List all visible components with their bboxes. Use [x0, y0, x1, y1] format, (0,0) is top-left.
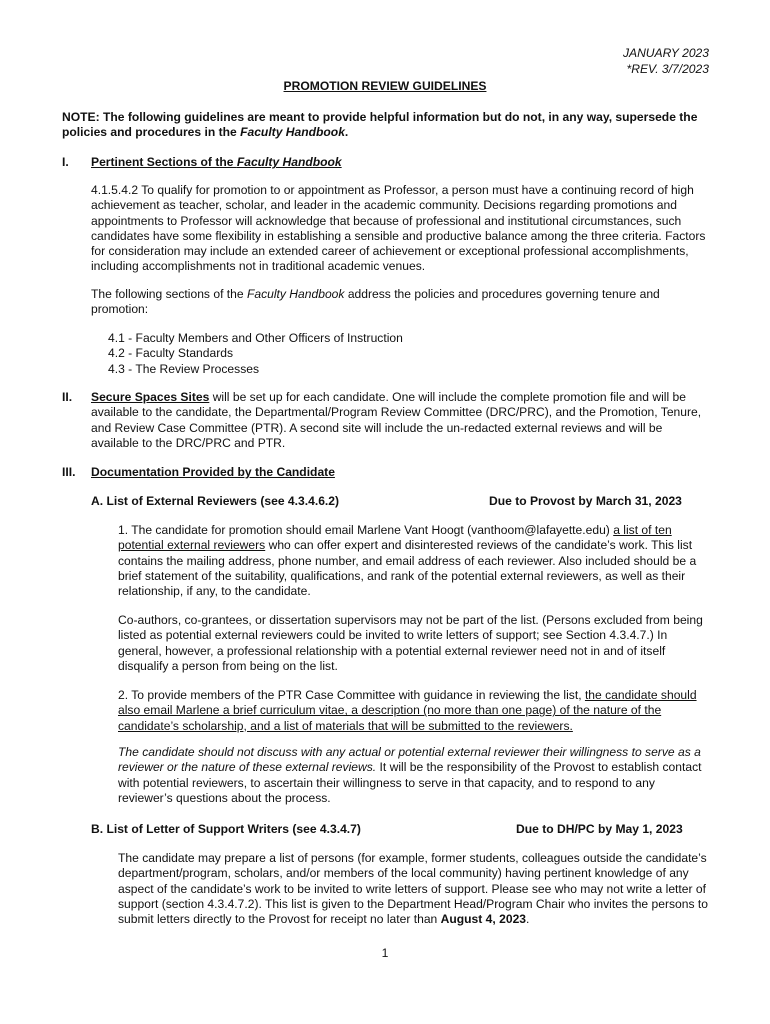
- a-p3-underlined: the candidate should also email Marlene a brief curriculum vitae, a description (no more than one page) of the nature of the candidate’s scholarship, and a list of materials that will be submitted to the reviewers.: [118, 688, 697, 733]
- subsection-b-heading: B. List of Letter of Support Writers (see 4.3.4.7): [91, 822, 361, 836]
- page-number: 1: [381, 946, 389, 960]
- section-2-text: will be set up for each candidate. One will include the complete promotion file and will be available to the candidate, the Departmental/Program Review Committee (DRC/PRC), and the Promotion, Tenure, and Review Case Committee (PTR). A second site will include the un-redacted external reviews and will be available to the DRC/PRC and PTR.: [91, 390, 702, 450]
- subsection-a-paragraph-2: Co-authors, co-grantees, or dissertation supervisors may not be part of the list. (Persons excluded from being listed as potential external reviewers could be invited to write letters of support; see Section 4.3.4.7.) In general, however, a professional relationship with a potential external reviewer need not in and of itself disqualify a person from being on the list.: [118, 613, 703, 673]
- section-1-paragraph-2: [91, 287, 701, 318]
- note-paragraph: [62, 110, 712, 141]
- subsection-b-paragraph: [118, 851, 708, 927]
- list-item: 4.3 - The Review Processes: [108, 361, 260, 376]
- b-p1-text: The candidate may prepare a list of persons (for example, former students, colleagues outside the candidate’s department/program, scholars, and/or members of the local community) having pertinent knowledge of any aspect of the candidate’s work to be invited to write letters of support. Please see who may not write a letter of support (section 4.3.4.7.2). This list is given to the Department Head/Program Chair who invites the persons to submit letters directly to the Provost for receipt no later than: [118, 851, 708, 927]
- section-1-list: [108, 331, 403, 377]
- section-3-numeral: III.: [62, 465, 76, 479]
- a-p3-pre: 2. To provide members of the PTR Case Committee with guidance in reviewing the list,: [118, 688, 585, 702]
- subsection-a-due-date: Due to Provost by March 31, 2023: [489, 494, 682, 508]
- section-1-heading-italic: Faculty Handbook: [236, 155, 342, 169]
- document-title: [0, 79, 770, 94]
- a-p1-pre: 1. The candidate for promotion should email Marlene Vant Hoogt (vanthoom@lafayette.edu): [118, 523, 614, 537]
- section-2-heading: Secure Spaces Sites: [91, 390, 210, 404]
- list-item: 4.2 - Faculty Standards: [108, 346, 234, 361]
- a-p4-italic: The candidate should not discuss with any actual or potential external reviewer their willingness to serve as a reviewer or the nature of these external reviews.: [118, 745, 701, 775]
- section-1-para2-pre: The following sections of the: [91, 287, 247, 301]
- section-1-para2-italic: Faculty Handbook: [246, 287, 345, 301]
- subsection-a-heading: A. List of External Reviewers (see 4.3.4.6.2): [91, 494, 340, 508]
- section-1-heading-text: Pertinent Sections of the: [91, 155, 237, 169]
- list-item: 4.1 - Faculty Members and Other Officers of Instruction: [108, 331, 403, 345]
- subsection-a-paragraph-3: [118, 688, 710, 734]
- subsection-b-due-date: Due to DH/PC by May 1, 2023: [516, 822, 683, 836]
- a-p1-underlined: a list of ten potential external reviewers: [118, 523, 672, 553]
- subsection-a-paragraph-4: [118, 745, 708, 806]
- note-end: .: [344, 125, 349, 140]
- section-1-para2-post: address the policies and procedures governing tenure and promotion:: [91, 287, 660, 317]
- section-3-heading: Documentation Provided by the Candidate: [91, 465, 335, 479]
- section-2-numeral: II.: [62, 390, 73, 404]
- note-handbook: Faculty Handbook: [240, 125, 345, 140]
- section-1-heading: [91, 155, 342, 170]
- b-p1-bold-date: August 4, 2023: [440, 912, 527, 927]
- b-p1-end: .: [526, 912, 530, 927]
- revision-date: *REV. 3/7/2023: [626, 62, 709, 76]
- title-text: PROMOTION REVIEW GUIDELINES: [283, 79, 487, 93]
- note-text: NOTE: The following guidelines are meant to provide helpful information but do not, in any way, supersede the policies and procedures in the: [62, 110, 698, 140]
- section-1-numeral: I.: [62, 155, 69, 169]
- a-p4-post: It will be the responsibility of the Provost to establish contact with potential reviewers, to ascertain their willingness to serve in that capacity, and to respond to any reviewer’s questions about the process.: [118, 760, 702, 805]
- section-1-paragraph-1: 4.1.5.4.2 To qualify for promotion to or appointment as Professor, a person must have a continuing record of high achievement as teacher, scholar, and leader in the academic community. Decisions regarding promotions and appointments to Professor will acknowledge that because of professional and institutional circumstances, such candidates have some flexibility in establishing a sensible and productive balance among the three criteria. Factors for consideration may include an extended career of achievement or exceptional professional accomplishments, including accomplishments not in traditional academic venues.: [91, 183, 706, 274]
- a-p1-post: who can offer expert and disinterested reviews of the candidate’s work. This list contains the mailing address, phone number, and email address of each reviewer. Also included should be a brief statement of the suitability, qualifications, and rank of the potential external reviewers, as well as their relationship, if any, to the candidate.: [118, 538, 697, 599]
- subsection-a-paragraph-1: [118, 523, 708, 599]
- document-date: JANUARY 2023: [622, 46, 709, 60]
- section-2-paragraph: [91, 390, 713, 451]
